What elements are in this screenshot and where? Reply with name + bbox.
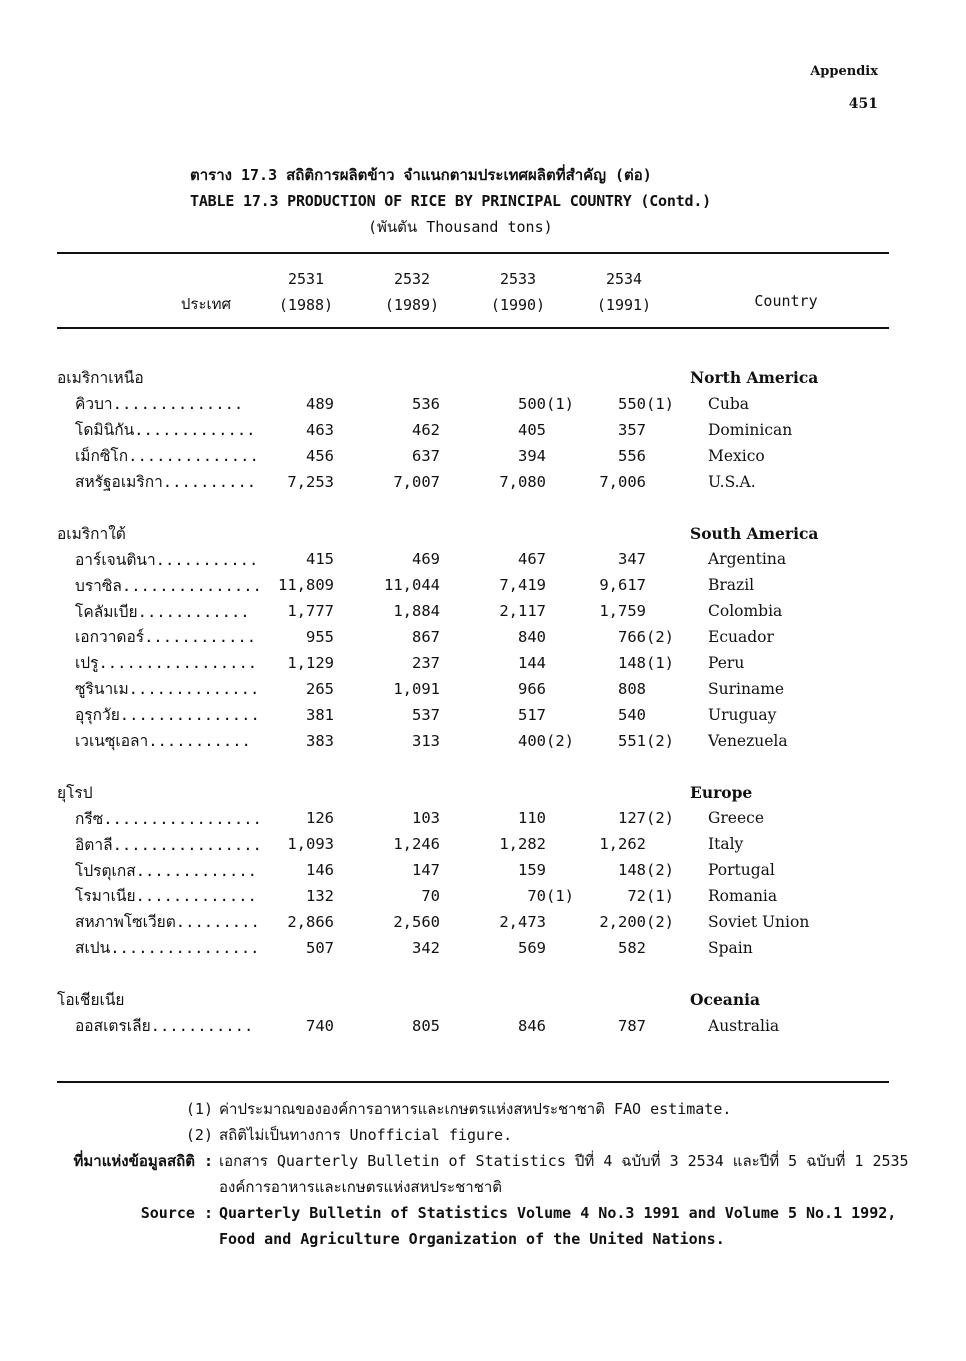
running-header: Appendix [810,64,878,79]
year-be: 2532 [393,270,431,288]
table-header-rule [57,327,889,329]
column-header-thai: ประเทศ [180,295,232,313]
value-1991: 148 [618,861,646,880]
value-1991: 1,759 [599,602,646,621]
page-number: 451 [848,96,878,112]
table-row [57,883,818,909]
note-1991: (2) [646,627,674,646]
source-thai-text: เอกสาร Quarterly Bulletin of Statistics ปีที่ 4 ฉบับที่ 3 2534 และปีที่ 5 ฉบับที่ 1 2535 [219,1152,909,1170]
note-1990 [546,624,594,650]
note-1990 [546,909,594,935]
country-name-english: Brazil [708,576,755,595]
table-row [57,909,818,935]
value-1991: 347 [618,550,646,569]
value-1991: 540 [618,705,646,724]
note-1991 [646,935,690,961]
value-1991: 148 [618,653,646,672]
country-name-english: Venezuela [708,731,788,750]
value-1989: 805 [412,1016,440,1035]
value-1989: 537 [412,705,440,724]
value-1988: 7,253 [287,472,334,491]
empty-cell [594,987,646,1013]
note-1991 [646,572,690,598]
empty-cell [334,365,440,391]
region-name-thai: อเมริกาใต้ [57,524,126,543]
year-ce: (1988) [278,296,334,314]
source-thai [60,1148,920,1174]
footnotes [60,1096,920,1252]
value-1990: 517 [518,705,546,724]
note-1990 [546,417,594,443]
value-1990: 1,282 [499,835,546,854]
value-1988: 456 [306,446,334,465]
note-1991 [646,443,690,469]
region-header-row [57,365,818,391]
country-name-english: Italy [708,835,744,854]
country-name-english: Spain [708,938,753,957]
country-name-thai: เม็กซิโก.............. [75,447,259,466]
country-name-thai: เปรู................. [75,654,258,673]
value-1990: 144 [518,653,546,672]
footnote-text: ค่าประมาณขององค์การอาหารและเกษตรแห่งสหประชาชาติ FAO estimate. [219,1100,732,1118]
region-name-english: North America [690,368,819,388]
region-name-english: South America [690,523,819,543]
value-1990: 569 [518,938,546,957]
value-1991: 357 [618,420,646,439]
country-name-english: Suriname [708,679,785,698]
table-row [57,650,818,676]
region-header-row [57,987,818,1013]
note-1990: (2) [546,731,574,750]
empty-cell [334,779,440,805]
value-1988: 146 [306,861,334,880]
country-name-thai: โปรตุเกส............. [75,861,258,880]
value-1988: 1,129 [287,653,334,672]
country-name-english: Soviet Union [708,912,810,931]
country-name-thai: เอกวาดอร์............ [75,628,257,647]
value-1990: 840 [518,627,546,646]
country-name-english: Argentina [708,550,787,569]
country-name-thai: ออสเตรเลีย........... [75,1017,254,1036]
empty-cell [267,779,334,805]
table-top-rule [57,252,889,254]
value-1991: 7,006 [599,472,646,491]
table-row [57,728,818,754]
region-header-row [57,520,818,546]
note-1990 [546,935,594,961]
value-1991: 2,200 [599,912,646,931]
table-row [57,443,818,469]
country-name-english: Australia [708,1016,780,1035]
note-1990 [546,676,594,702]
region-name-english: Oceania [690,990,761,1010]
empty-cell [594,365,646,391]
value-1988: 740 [306,1016,334,1035]
value-1991: 551 [618,731,646,750]
title-english: TABLE 17.3 PRODUCTION OF RICE BY PRINCIPAL COUNTRY (Contd.) [190,192,712,210]
country-name-thai: สหรัฐอเมริกา.......... [75,473,257,491]
note-1991 [646,417,690,443]
value-1988: 126 [306,809,334,828]
region-header-row [57,779,818,805]
column-header-year-4 [588,266,660,318]
value-1989: 469 [412,550,440,569]
source-english-cont [60,1226,920,1252]
table-row [57,805,818,831]
column-header-year-3 [482,266,554,318]
title-thai: ตาราง 17.3 สถิติการผลิตข้าว จำแนกตามประเทศผลิตที่สำคัญ (ต่อ) [190,166,652,184]
region-name-thai: โอเชียเนีย [57,991,125,1010]
country-name-thai: ซูรินาเม.............. [75,680,260,699]
empty-cell [440,365,546,391]
value-1989: 342 [412,938,440,957]
value-1989: 462 [412,420,440,439]
table-row [57,1013,818,1039]
spacer-cell [57,961,267,987]
note-1991: (1) [646,394,674,413]
source-text: Quarterly Bulletin of Statistics Volume 4 No.3 1991 and Volume 5 No.1 1992, [219,1204,897,1222]
empty-cell [440,520,546,546]
footnote-1 [60,1096,920,1122]
value-1990: 500 [518,394,546,413]
value-1991: 808 [618,679,646,698]
note-1991: (2) [646,861,674,880]
note-1991 [646,831,690,857]
source-thai-cont [60,1174,920,1200]
value-1991: 550 [618,394,646,413]
value-1988: 265 [306,679,334,698]
country-name-english: Ecuador [708,627,774,646]
note-1990 [546,598,594,624]
empty-cell [267,365,334,391]
value-1989: 637 [412,446,440,465]
column-header-year-2 [376,266,448,318]
title-unit: (พันตัน Thousand tons) [368,218,553,236]
year-ce: (1990) [490,296,546,314]
source-english [60,1200,920,1226]
table-row [57,935,818,961]
note-1991 [646,598,690,624]
value-1989: 867 [412,627,440,646]
value-1991: 787 [618,1016,646,1035]
note-1991: (2) [646,809,674,828]
empty-cell [334,520,440,546]
rice-production-table [57,365,818,1038]
value-1989: 2,560 [393,912,440,931]
value-1988: 1,777 [287,602,334,621]
region-name-thai: ยุโรป [57,783,93,802]
table-row [57,417,818,443]
note-1990 [546,1013,594,1039]
footnote-text: สถิติไม่เป็นทางการ Unofficial figure. [219,1126,513,1144]
value-1990: 110 [518,809,546,828]
table-row [57,624,818,650]
value-1991: 1,262 [599,835,646,854]
note-1991: (2) [646,912,674,931]
country-name-thai: โรมาเนีย............. [75,887,257,906]
note-1990 [546,805,594,831]
note-1990 [546,702,594,728]
value-1990: 7,080 [499,472,546,491]
country-name-english: Peru [708,653,745,672]
note-1991: (1) [646,653,674,672]
country-name-thai: โคลัมเบีย............ [75,602,250,621]
empty-cell [546,365,594,391]
country-name-thai: บราซิล............... [75,576,262,595]
empty-cell [334,987,440,1013]
country-name-english: Uruguay [708,705,777,724]
note-1990 [546,572,594,598]
year-be: 2533 [499,270,537,288]
country-name-thai: คิวบา.............. [75,395,244,414]
value-1989: 237 [412,653,440,672]
table-row [57,702,818,728]
value-1991: 766 [618,627,646,646]
country-name-english: Dominican [708,420,793,439]
note-1991 [646,702,690,728]
column-header-year-1 [270,266,342,318]
column-header-english: Country [754,292,818,310]
note-1991 [646,469,690,495]
value-1989: 1,091 [393,679,440,698]
country-name-thai: อุรุกวัย............... [75,706,260,725]
footnote-key: (2) [185,1126,213,1144]
value-1989: 313 [412,731,440,750]
table-bottom-rule [57,1081,889,1083]
value-1990: 2,473 [499,912,546,931]
source-text-2: Food and Agriculture Organization of the United Nations. [219,1230,725,1248]
empty-cell [267,987,334,1013]
value-1989: 11,044 [384,576,440,595]
year-be: 2531 [287,270,325,288]
table-row [57,572,818,598]
value-1991: 72 [627,886,646,905]
value-1988: 1,093 [287,835,334,854]
note-1990 [546,831,594,857]
footnote-2 [60,1122,920,1148]
country-name-thai: เวเนซุเอลา........... [75,732,251,751]
value-1990: 400 [518,731,546,750]
value-1990: 2,117 [499,602,546,621]
note-1990 [546,650,594,676]
empty-cell [594,520,646,546]
source-thai-text-2: องค์การอาหารและเกษตรแห่งสหประชาชาติ [219,1178,503,1196]
empty-cell [546,987,594,1013]
country-name-thai: สเปน................ [75,939,260,958]
table-row [57,857,818,883]
value-1991: 9,617 [599,576,646,595]
region-spacer [57,494,818,520]
empty-cell [546,520,594,546]
value-1988: 2,866 [287,912,334,931]
year-ce: (1991) [596,296,652,314]
footnote-key: (1) [185,1100,213,1118]
table-title [190,162,750,240]
empty-cell [440,779,546,805]
value-1991: 582 [618,938,646,957]
table-row [57,598,818,624]
value-1990: 966 [518,679,546,698]
year-be: 2534 [605,270,643,288]
empty-cell [646,987,690,1013]
value-1990: 394 [518,446,546,465]
value-1988: 381 [306,705,334,724]
country-name-english: Mexico [708,446,765,465]
country-name-english: U.S.A. [708,472,756,491]
source-thai-key: ที่มาแห่งข้อมูลสถิติ : [73,1152,213,1170]
note-1990 [546,546,594,572]
table-row [57,676,818,702]
value-1990: 159 [518,861,546,880]
value-1989: 536 [412,394,440,413]
empty-cell [267,520,334,546]
value-1990: 846 [518,1016,546,1035]
country-name-thai: อาร์เจนตินา........... [75,550,259,569]
country-name-thai: กรีซ................. [75,809,262,828]
country-name-english: Colombia [708,602,783,621]
spacer-cell [57,753,267,779]
value-1990: 70 [527,886,546,905]
empty-cell [440,987,546,1013]
country-name-english: Romania [708,886,778,905]
value-1988: 132 [306,886,334,905]
value-1988: 383 [306,731,334,750]
note-1991 [646,1013,690,1039]
empty-cell [546,779,594,805]
country-name-english: Portugal [708,861,775,880]
empty-cell [594,779,646,805]
value-1988: 11,809 [278,576,334,595]
value-1991: 127 [618,809,646,828]
value-1989: 1,884 [393,602,440,621]
spacer-cell [57,494,267,520]
note-1991: (2) [646,731,674,750]
note-1990 [546,469,594,495]
region-spacer [57,753,818,779]
table-row [57,546,818,572]
table-body [57,365,818,1038]
country-name-english: Greece [708,809,764,828]
value-1988: 489 [306,394,334,413]
note-1991 [646,546,690,572]
note-1990: (1) [546,886,574,905]
value-1988: 507 [306,938,334,957]
value-1988: 415 [306,550,334,569]
value-1990: 7,419 [499,576,546,595]
value-1990: 405 [518,420,546,439]
country-name-thai: อิตาลี................ [75,835,262,854]
table-row [57,831,818,857]
empty-cell [646,779,690,805]
value-1989: 7,007 [393,472,440,491]
value-1989: 1,246 [393,835,440,854]
value-1988: 463 [306,420,334,439]
note-1990: (1) [546,394,574,413]
note-1990 [546,443,594,469]
value-1991: 556 [618,446,646,465]
table-row [57,391,818,417]
table-row [57,469,818,495]
source-key: Source : [140,1204,213,1222]
value-1989: 147 [412,861,440,880]
year-ce: (1989) [384,296,440,314]
region-name-thai: อเมริกาเหนือ [57,369,144,388]
country-name-thai: สหภาพโซเวียต......... [75,913,260,932]
region-name-english: Europe [690,782,753,802]
value-1988: 955 [306,627,334,646]
note-1991: (1) [646,886,674,905]
country-name-thai: โดมินิกัน............. [75,421,256,440]
value-1989: 70 [421,886,440,905]
note-1990 [546,857,594,883]
empty-cell [646,520,690,546]
value-1989: 103 [412,809,440,828]
value-1990: 467 [518,550,546,569]
note-1991 [646,676,690,702]
empty-cell [646,365,690,391]
country-name-english: Cuba [708,394,750,413]
region-spacer [57,961,818,987]
